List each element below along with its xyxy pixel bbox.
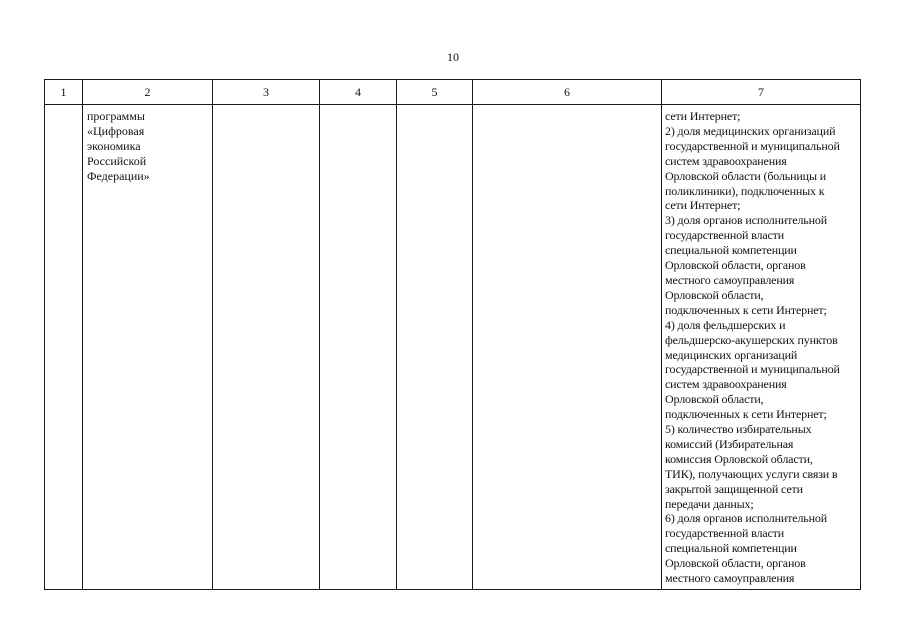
document-table	[44, 79, 861, 590]
cell-col-3-text	[213, 105, 319, 109]
cell-col-1	[45, 105, 83, 590]
header-col-1: 1	[45, 80, 83, 105]
cell-col-4-text	[320, 105, 396, 109]
indicators-text: сети Интернет; 2) доля медицинских организаций государственной и муниципальной систем здравоохранения Орловской области (больницы и поликлиники), подключенных к сети Интернет; 3) доля органов исполнительной государственной власти специальной компетенции Орловской области, органов местного самоуправления Орловской области, подключенных к сети Интернет; 4) доля фельдшерских и фельдшерско-акушерских пунктов медицинских организаций государственной и муниципальной систем здравоохранения Орловской области, подключенных к сети Интернет; 5) количество избирательных комиссий (Избирательная комиссия Орловской области, ТИК), получающих услуги связи в закрытой защищенной сети передачи данных; 6) доля органов исполнительной государственной власти специальной компетенции Орловской области, органов местного самоуправления	[665, 109, 840, 586]
header-col-5: 5	[397, 80, 473, 105]
cell-col-5	[397, 105, 473, 590]
cell-col-4	[320, 105, 397, 590]
header-col-7: 7	[662, 80, 861, 105]
page-number: 10	[447, 50, 459, 64]
table-row	[45, 105, 861, 590]
cell-col-7	[662, 105, 861, 590]
header-col-2: 2	[83, 80, 213, 105]
cell-col-1-text	[45, 105, 82, 109]
cell-col-3	[213, 105, 320, 590]
header-col-3: 3	[213, 80, 320, 105]
cell-col-2	[83, 105, 213, 590]
cell-col-6	[473, 105, 662, 590]
header-col-6: 6	[473, 80, 662, 105]
table-header-row	[45, 80, 861, 105]
cell-col-5-text	[397, 105, 472, 109]
header-col-4: 4	[320, 80, 397, 105]
cell-col-6-text	[473, 105, 661, 109]
program-name-text: программы «Цифровая экономика Российской Федерации»	[87, 109, 150, 183]
